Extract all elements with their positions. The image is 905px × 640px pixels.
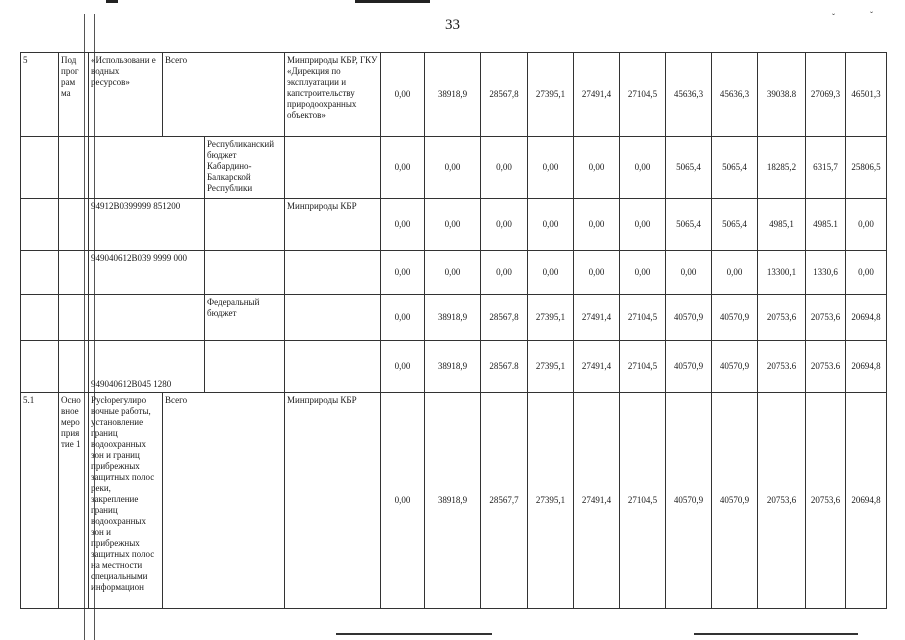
- cell-type: [59, 199, 89, 251]
- table-row: [21, 393, 887, 609]
- cell-name: «Использовани е водных ресурсов»: [89, 53, 163, 137]
- cell-source: [205, 341, 285, 393]
- cell-type: Под прог рам ма: [59, 53, 89, 137]
- cell-value: 20694,8: [846, 341, 887, 393]
- cell-value: 45636,3: [712, 53, 758, 137]
- cell-type: [59, 137, 89, 199]
- cell-value: 6315,7: [806, 137, 846, 199]
- cell-value: 0,00: [574, 199, 620, 251]
- cell-value: 28567,7: [481, 393, 528, 609]
- top-scan-mark: [106, 0, 118, 3]
- cell-source: Республиканский бюджет Кабардино-Балкарской Республики: [205, 137, 285, 199]
- cell-value: 0,00: [528, 251, 574, 295]
- cell-value: 38918,9: [425, 393, 481, 609]
- cell-value: 1330,6: [806, 251, 846, 295]
- cell-source: Всего: [163, 53, 285, 137]
- cell-value: 0,00: [381, 341, 425, 393]
- cell-executor: [285, 137, 381, 199]
- cell-value: 0,00: [846, 251, 887, 295]
- cell-source: [205, 199, 285, 251]
- cell-value: 27395,1: [528, 53, 574, 137]
- cell-value: 0,00: [666, 251, 712, 295]
- cell-value: 28567,8: [481, 53, 528, 137]
- cell-code: 949040612В045 1280: [89, 341, 205, 393]
- cell-code: 94912В0399999 851200: [89, 199, 205, 251]
- cell-number: 5.1: [21, 393, 59, 609]
- cell-value: 0,00: [620, 251, 666, 295]
- cell-type: [59, 251, 89, 295]
- cell-value: 13300,1: [758, 251, 806, 295]
- cell-value: 20753.6: [758, 341, 806, 393]
- table-row: [21, 137, 887, 199]
- top-scan-mark: [355, 0, 430, 3]
- cell-value: 27104,5: [620, 341, 666, 393]
- cell-value: 0,00: [528, 137, 574, 199]
- cell-value: 5065,4: [666, 137, 712, 199]
- cell-value: 5065,4: [712, 199, 758, 251]
- cell-value: 27491,4: [574, 53, 620, 137]
- cell-value: 40570,9: [666, 295, 712, 341]
- cell-value: 20753,6: [806, 393, 846, 609]
- cell-value: 40570,9: [666, 341, 712, 393]
- cell-type: Осно вное меро прия тие 1: [59, 393, 89, 609]
- cell-value: 27104,5: [620, 53, 666, 137]
- cell-value: 0,00: [712, 251, 758, 295]
- cell-value: 0,00: [574, 251, 620, 295]
- scan-speck: ˇ: [870, 10, 873, 20]
- cell-executor: [285, 295, 381, 341]
- cell-value: 38918,9: [425, 341, 481, 393]
- cell-value: 5065,4: [712, 137, 758, 199]
- cell-type: [59, 295, 89, 341]
- bottom-scan-mark: [694, 633, 858, 635]
- cell-value: 0,00: [425, 137, 481, 199]
- cell-number: [21, 341, 59, 393]
- cell-value: 0,00: [481, 251, 528, 295]
- cell-value: 0,00: [481, 199, 528, 251]
- cell-value: 40570,9: [712, 295, 758, 341]
- cell-value: 20694,8: [846, 295, 887, 341]
- table-row: [21, 53, 887, 137]
- cell-value: 20753,6: [806, 295, 846, 341]
- cell-value: 40570,9: [712, 341, 758, 393]
- cell-executor: Минприроды КБР: [285, 199, 381, 251]
- cell-value: 27491,4: [574, 393, 620, 609]
- cell-name: Русłорегулиро вочные работы, установление границ водоохранных зон и границ прибрежных защитных полос реки, закрепление границ водоохранных зон и прибрежных защитных полос на местности специальными информацион: [89, 393, 163, 609]
- cell-code: [89, 295, 205, 341]
- cell-value: 0,00: [381, 53, 425, 137]
- cell-source: Федеральный бюджет: [205, 295, 285, 341]
- cell-value: 46501,3: [846, 53, 887, 137]
- cell-value: 28567.8: [481, 341, 528, 393]
- cell-value: 4985,1: [758, 199, 806, 251]
- cell-value: 0,00: [620, 137, 666, 199]
- cell-executor: [285, 341, 381, 393]
- cell-value: 20753,6: [758, 393, 806, 609]
- cell-source: Всего: [163, 393, 285, 609]
- cell-value: 27491,4: [574, 341, 620, 393]
- cell-value: 0,00: [381, 199, 425, 251]
- cell-value: 38918,9: [425, 53, 481, 137]
- cell-value: 4985.1: [806, 199, 846, 251]
- cell-value: 0,00: [846, 199, 887, 251]
- cell-value: 0,00: [528, 199, 574, 251]
- cell-number: [21, 295, 59, 341]
- cell-value: 27069,3: [806, 53, 846, 137]
- table-row: [21, 251, 887, 295]
- cell-value: 0,00: [574, 137, 620, 199]
- cell-value: 27395,1: [528, 393, 574, 609]
- table-row: [21, 341, 887, 393]
- cell-value: 27491,4: [574, 295, 620, 341]
- table-row: [21, 295, 887, 341]
- cell-value: 40570,9: [712, 393, 758, 609]
- bottom-scan-mark: [336, 633, 492, 635]
- cell-value: 40570,9: [666, 393, 712, 609]
- cell-number: [21, 199, 59, 251]
- cell-value: 18285,2: [758, 137, 806, 199]
- cell-value: 5065,4: [666, 199, 712, 251]
- cell-value: 27104,5: [620, 393, 666, 609]
- budget-table: [20, 52, 887, 609]
- cell-executor: Минприроды КБР: [285, 393, 381, 609]
- cell-value: 0,00: [481, 137, 528, 199]
- cell-value: 20753.6: [806, 341, 846, 393]
- page-number: 33: [445, 17, 460, 33]
- scan-speck: ˇ: [832, 12, 835, 22]
- cell-value: 20753,6: [758, 295, 806, 341]
- cell-type: [59, 341, 89, 393]
- cell-number: 5: [21, 53, 59, 137]
- cell-value: 45636,3: [666, 53, 712, 137]
- cell-value: 27104,5: [620, 295, 666, 341]
- cell-value: 27395,1: [528, 295, 574, 341]
- cell-value: 0,00: [381, 251, 425, 295]
- cell-value: 39038.8: [758, 53, 806, 137]
- cell-value: 0,00: [425, 199, 481, 251]
- cell-value: 0,00: [620, 199, 666, 251]
- cell-value: 38918,9: [425, 295, 481, 341]
- cell-name: [89, 137, 205, 199]
- cell-executor: [285, 251, 381, 295]
- cell-value: 27395,1: [528, 341, 574, 393]
- cell-value: 0,00: [381, 393, 425, 609]
- cell-value: 20694,8: [846, 393, 887, 609]
- cell-value: 28567,8: [481, 295, 528, 341]
- cell-code: 949040612В039 9999 000: [89, 251, 205, 295]
- cell-source: [205, 251, 285, 295]
- cell-number: [21, 137, 59, 199]
- cell-value: 25806,5: [846, 137, 887, 199]
- cell-value: 0,00: [425, 251, 481, 295]
- cell-number: [21, 251, 59, 295]
- cell-value: 0,00: [381, 137, 425, 199]
- cell-value: 0,00: [381, 295, 425, 341]
- table-row: [21, 199, 887, 251]
- cell-executor: Минприроды КБР, ГКУ «Дирекция по эксплуатации и капстроительству природоохранных объектов»: [285, 53, 381, 137]
